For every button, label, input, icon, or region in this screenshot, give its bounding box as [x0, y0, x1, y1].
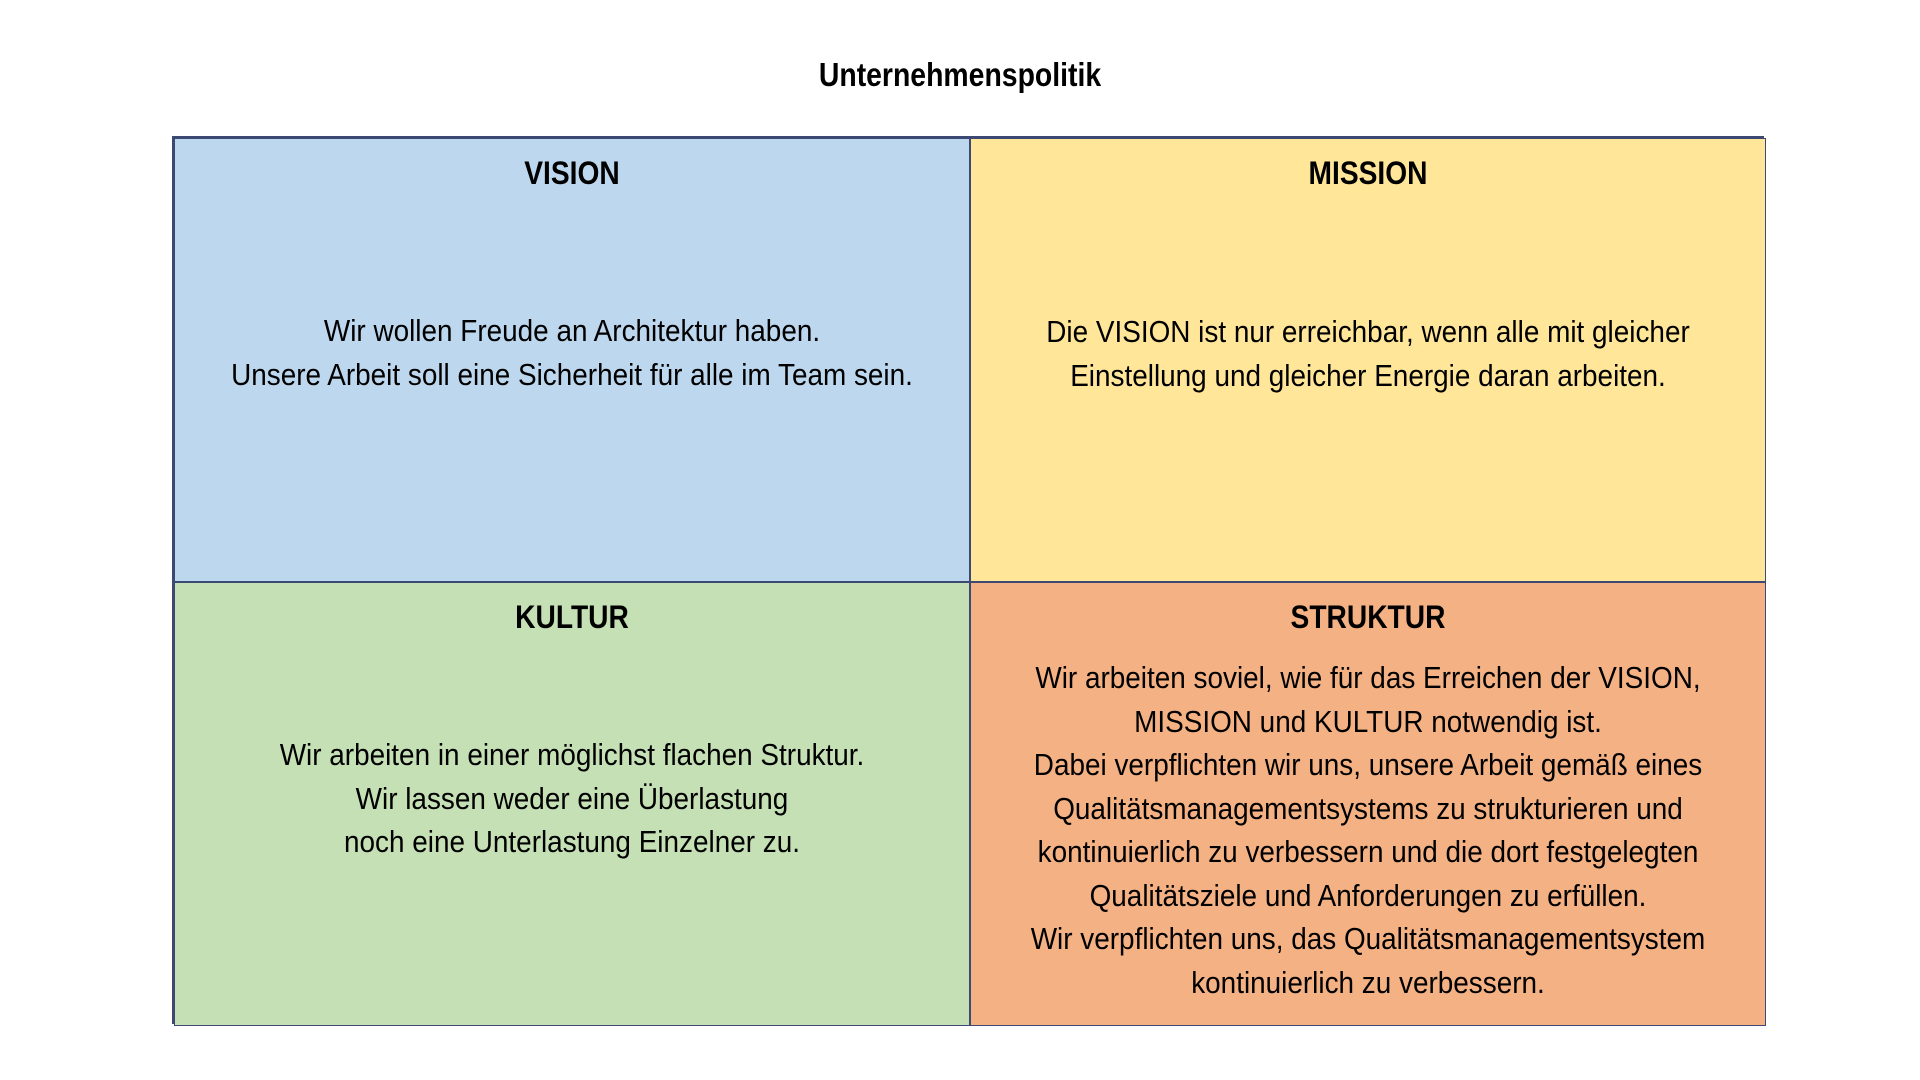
mission-quadrant [970, 138, 1766, 582]
kultur-text [215, 733, 930, 864]
struktur-line: kontinuierlich zu verbessern. [1191, 964, 1545, 1000]
mission-text [1011, 310, 1726, 397]
mission-line: Die VISION ist nur erreichbar, wenn alle mit gleicher [1046, 314, 1690, 349]
vision-heading: VISION [524, 155, 620, 191]
struktur-quadrant [970, 582, 1766, 1026]
struktur-line: MISSION und KULTUR notwendig ist. [1134, 703, 1602, 739]
struktur-heading: STRUKTUR [1290, 599, 1446, 635]
vision-quadrant [174, 138, 970, 582]
struktur-line: Dabei verpflichten wir uns, unsere Arbeit gemäß eines [1033, 747, 1703, 782]
struktur-line: Qualitätsmanagementsystems zu strukturieren und [1053, 790, 1683, 826]
kultur-line: Wir arbeiten in einer möglichst flachen Struktur. [279, 737, 865, 772]
vision-line: Unsere Arbeit soll eine Sicherheit für alle im Team sein. [231, 356, 913, 392]
kultur-heading: KULTUR [515, 599, 629, 635]
struktur-line: Wir verpflichten uns, das Qualitätsmanagementsystem [1030, 921, 1706, 956]
struktur-text [1011, 656, 1726, 1004]
struktur-line: Wir arbeiten soviel, wie für das Erreichen der VISION, [1035, 660, 1701, 695]
mission-heading: MISSION [1308, 155, 1428, 191]
page-title: Unternehmenspolitik [818, 56, 1102, 93]
vision-text [215, 309, 930, 396]
mission-line: Einstellung und gleicher Energie daran arbeiten. [1070, 357, 1666, 393]
kultur-line: noch eine Unterlastung Einzelner zu. [344, 824, 800, 859]
struktur-line: Qualitätsziele und Anforderungen zu erfüllen. [1089, 877, 1647, 913]
policy-grid [172, 136, 1764, 1024]
kultur-line: Wir lassen weder eine Überlastung [355, 780, 789, 816]
struktur-line: kontinuierlich zu verbessern und die dort festgelegten [1037, 834, 1699, 869]
kultur-quadrant [174, 582, 970, 1026]
vision-line: Wir wollen Freude an Architektur haben. [323, 313, 821, 348]
